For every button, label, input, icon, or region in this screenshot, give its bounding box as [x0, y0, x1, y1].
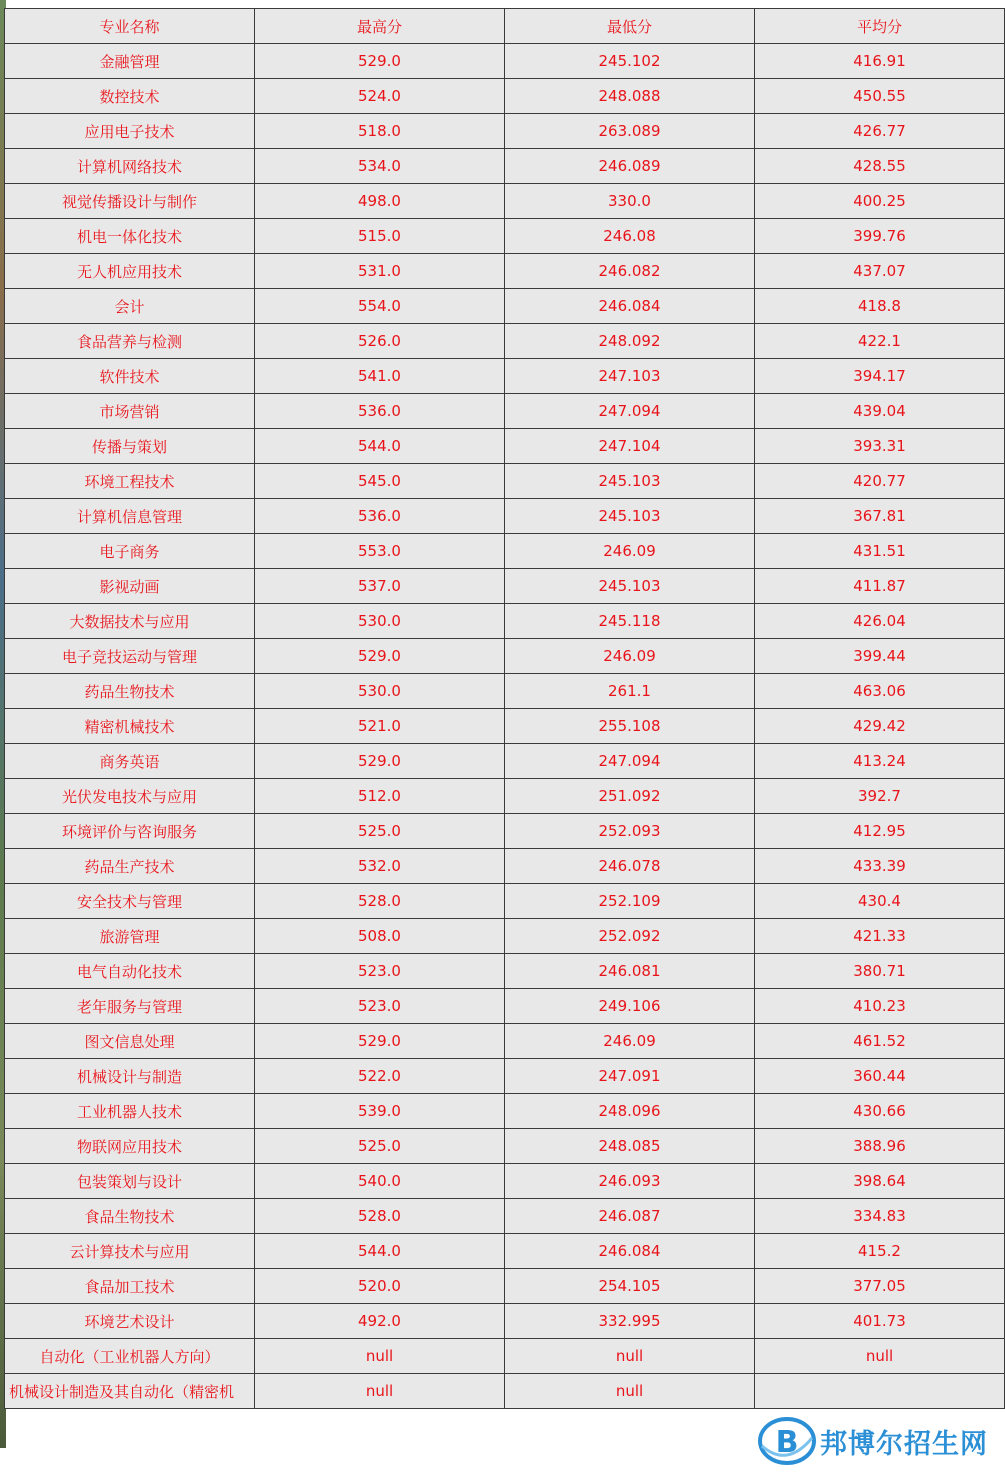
max-score-cell: null: [255, 1374, 505, 1409]
min-score-cell: 246.08: [505, 219, 755, 254]
max-score-cell: 553.0: [255, 534, 505, 569]
max-score-cell: 541.0: [255, 359, 505, 394]
table-row: [5, 1339, 1005, 1374]
avg-score-cell: 360.44: [755, 1059, 1005, 1094]
major-name-cell: 机电一体化技术: [5, 219, 255, 254]
table-row: [5, 499, 1005, 534]
min-score-cell: 245.103: [505, 569, 755, 604]
avg-score-cell: 463.06: [755, 674, 1005, 709]
major-name-cell: 应用电子技术: [5, 114, 255, 149]
table-row: [5, 1304, 1005, 1339]
min-score-cell: 252.092: [505, 919, 755, 954]
major-name-cell: 计算机信息管理: [5, 499, 255, 534]
table-row: [5, 254, 1005, 289]
min-score-cell: 247.104: [505, 429, 755, 464]
table-row: [5, 709, 1005, 744]
max-score-cell: 537.0: [255, 569, 505, 604]
avg-score-cell: 377.05: [755, 1269, 1005, 1304]
major-name-cell: 机械设计与制造: [5, 1059, 255, 1094]
major-name-cell: 老年服务与管理: [5, 989, 255, 1024]
table-row: [5, 1164, 1005, 1199]
major-name-cell: 精密机械技术: [5, 709, 255, 744]
table-row: [5, 884, 1005, 919]
min-score-cell: null: [505, 1374, 755, 1409]
table-row: [5, 394, 1005, 429]
avg-score-cell: null: [755, 1339, 1005, 1374]
min-score-cell: 252.109: [505, 884, 755, 919]
major-name-cell: 包装策划与设计: [5, 1164, 255, 1199]
table-row: [5, 1094, 1005, 1129]
avg-score-cell: 388.96: [755, 1129, 1005, 1164]
max-score-cell: 529.0: [255, 744, 505, 779]
major-name-cell: 食品加工技术: [5, 1269, 255, 1304]
table-row: [5, 1234, 1005, 1269]
table-row: [5, 849, 1005, 884]
table-row: [5, 324, 1005, 359]
major-name-cell: 光伏发电技术与应用: [5, 779, 255, 814]
max-score-cell: 540.0: [255, 1164, 505, 1199]
major-name-cell: 工业机器人技术: [5, 1094, 255, 1129]
min-score-cell: 246.084: [505, 289, 755, 324]
table-row: [5, 359, 1005, 394]
min-score-cell: 246.084: [505, 1234, 755, 1269]
table-row: [5, 534, 1005, 569]
min-score-cell: 248.085: [505, 1129, 755, 1164]
major-name-cell: 软件技术: [5, 359, 255, 394]
avg-score-cell: 437.07: [755, 254, 1005, 289]
min-score-cell: 246.09: [505, 1024, 755, 1059]
min-score-cell: 246.078: [505, 849, 755, 884]
max-score-cell: 544.0: [255, 429, 505, 464]
avg-score-cell: 412.95: [755, 814, 1005, 849]
major-name-cell: 传播与策划: [5, 429, 255, 464]
min-score-cell: 247.094: [505, 394, 755, 429]
max-score-cell: 498.0: [255, 184, 505, 219]
avg-score-cell: 393.31: [755, 429, 1005, 464]
min-score-cell: 261.1: [505, 674, 755, 709]
table-row: [5, 149, 1005, 184]
min-score-cell: 245.103: [505, 499, 755, 534]
max-score-cell: 531.0: [255, 254, 505, 289]
max-score-cell: 528.0: [255, 1199, 505, 1234]
table-row: [5, 219, 1005, 254]
min-score-cell: 245.103: [505, 464, 755, 499]
max-score-cell: 532.0: [255, 849, 505, 884]
max-score-cell: 539.0: [255, 1094, 505, 1129]
avg-score-cell: 399.76: [755, 219, 1005, 254]
avg-score-cell: 380.71: [755, 954, 1005, 989]
major-name-cell: 无人机应用技术: [5, 254, 255, 289]
max-score-cell: 529.0: [255, 44, 505, 79]
min-score-cell: null: [505, 1339, 755, 1374]
max-score-cell: 529.0: [255, 1024, 505, 1059]
table-row: [5, 79, 1005, 114]
major-name-cell: 图文信息处理: [5, 1024, 255, 1059]
table-row: [5, 1129, 1005, 1164]
major-name-cell: 市场营销: [5, 394, 255, 429]
avg-score-cell: 418.8: [755, 289, 1005, 324]
min-score-cell: 252.093: [505, 814, 755, 849]
major-name-cell: 自动化（工业机器人方向）: [5, 1339, 255, 1374]
max-score-cell: 524.0: [255, 79, 505, 114]
table-row: [5, 429, 1005, 464]
max-score-cell: 529.0: [255, 639, 505, 674]
max-score-cell: 536.0: [255, 499, 505, 534]
min-score-cell: 330.0: [505, 184, 755, 219]
avg-score-cell: 401.73: [755, 1304, 1005, 1339]
avg-score-cell: 431.51: [755, 534, 1005, 569]
header-min-score: 最低分: [505, 9, 755, 44]
table-row: [5, 919, 1005, 954]
min-score-cell: 246.087: [505, 1199, 755, 1234]
avg-score-cell: 421.33: [755, 919, 1005, 954]
max-score-cell: 508.0: [255, 919, 505, 954]
table-row: [5, 674, 1005, 709]
table-body: [5, 44, 1005, 1409]
site-watermark: [752, 1412, 1004, 1470]
score-table: [4, 8, 1005, 1409]
major-name-cell: 机械设计制造及其自动化（精密机: [5, 1374, 255, 1409]
major-name-cell: 食品生物技术: [5, 1199, 255, 1234]
avg-score-cell: 392.7: [755, 779, 1005, 814]
table-header-row: [5, 9, 1005, 44]
table-row: [5, 184, 1005, 219]
major-name-cell: 电子竞技运动与管理: [5, 639, 255, 674]
table-row: [5, 779, 1005, 814]
max-score-cell: 525.0: [255, 814, 505, 849]
min-score-cell: 247.091: [505, 1059, 755, 1094]
max-score-cell: 512.0: [255, 779, 505, 814]
max-score-cell: 530.0: [255, 604, 505, 639]
avg-score-cell: 334.83: [755, 1199, 1005, 1234]
max-score-cell: null: [255, 1339, 505, 1374]
max-score-cell: 545.0: [255, 464, 505, 499]
major-name-cell: 安全技术与管理: [5, 884, 255, 919]
max-score-cell: 520.0: [255, 1269, 505, 1304]
avg-score-cell: 399.44: [755, 639, 1005, 674]
table-row: [5, 814, 1005, 849]
avg-score-cell: 411.87: [755, 569, 1005, 604]
max-score-cell: 554.0: [255, 289, 505, 324]
max-score-cell: 536.0: [255, 394, 505, 429]
avg-score-cell: 416.91: [755, 44, 1005, 79]
table-row: [5, 1024, 1005, 1059]
avg-score-cell: 394.17: [755, 359, 1005, 394]
max-score-cell: 518.0: [255, 114, 505, 149]
max-score-cell: 530.0: [255, 674, 505, 709]
min-score-cell: 249.106: [505, 989, 755, 1024]
avg-score-cell: 450.55: [755, 79, 1005, 114]
major-name-cell: 计算机网络技术: [5, 149, 255, 184]
major-name-cell: 金融管理: [5, 44, 255, 79]
avg-score-cell: 413.24: [755, 744, 1005, 779]
max-score-cell: 525.0: [255, 1129, 505, 1164]
max-score-cell: 521.0: [255, 709, 505, 744]
major-name-cell: 环境艺术设计: [5, 1304, 255, 1339]
major-name-cell: 视觉传播设计与制作: [5, 184, 255, 219]
header-max-score: 最高分: [255, 9, 505, 44]
min-score-cell: 245.118: [505, 604, 755, 639]
major-name-cell: 旅游管理: [5, 919, 255, 954]
avg-score-cell: [755, 1374, 1005, 1409]
avg-score-cell: 400.25: [755, 184, 1005, 219]
major-name-cell: 影视动画: [5, 569, 255, 604]
min-score-cell: 254.105: [505, 1269, 755, 1304]
min-score-cell: 246.089: [505, 149, 755, 184]
avg-score-cell: 461.52: [755, 1024, 1005, 1059]
max-score-cell: 492.0: [255, 1304, 505, 1339]
brand-logo-letter: B: [775, 1425, 799, 1460]
min-score-cell: 248.092: [505, 324, 755, 359]
max-score-cell: 544.0: [255, 1234, 505, 1269]
major-name-cell: 环境工程技术: [5, 464, 255, 499]
min-score-cell: 246.082: [505, 254, 755, 289]
brand-logo-icon: [758, 1416, 816, 1466]
avg-score-cell: 398.64: [755, 1164, 1005, 1199]
max-score-cell: 523.0: [255, 954, 505, 989]
avg-score-cell: 420.77: [755, 464, 1005, 499]
min-score-cell: 263.089: [505, 114, 755, 149]
major-name-cell: 大数据技术与应用: [5, 604, 255, 639]
table-row: [5, 989, 1005, 1024]
table-row: [5, 639, 1005, 674]
table-row: [5, 1269, 1005, 1304]
max-score-cell: 528.0: [255, 884, 505, 919]
max-score-cell: 515.0: [255, 219, 505, 254]
table-row: [5, 744, 1005, 779]
max-score-cell: 526.0: [255, 324, 505, 359]
major-name-cell: 云计算技术与应用: [5, 1234, 255, 1269]
avg-score-cell: 429.42: [755, 709, 1005, 744]
major-name-cell: 数控技术: [5, 79, 255, 114]
table-row: [5, 954, 1005, 989]
avg-score-cell: 426.04: [755, 604, 1005, 639]
min-score-cell: 248.096: [505, 1094, 755, 1129]
footer-strip: [0, 1470, 1005, 1483]
min-score-cell: 246.09: [505, 639, 755, 674]
min-score-cell: 246.081: [505, 954, 755, 989]
table-row: [5, 114, 1005, 149]
table-row: [5, 569, 1005, 604]
major-name-cell: 会计: [5, 289, 255, 324]
major-name-cell: 环境评价与咨询服务: [5, 814, 255, 849]
avg-score-cell: 433.39: [755, 849, 1005, 884]
min-score-cell: 247.094: [505, 744, 755, 779]
watermark-text: 邦博尔招生网: [820, 1428, 988, 1460]
table-row: [5, 464, 1005, 499]
avg-score-cell: 410.23: [755, 989, 1005, 1024]
table-row: [5, 1374, 1005, 1409]
major-name-cell: 食品营养与检测: [5, 324, 255, 359]
min-score-cell: 246.09: [505, 534, 755, 569]
major-name-cell: 药品生产技术: [5, 849, 255, 884]
table-row: [5, 44, 1005, 79]
min-score-cell: 332.995: [505, 1304, 755, 1339]
table-row: [5, 604, 1005, 639]
avg-score-cell: 439.04: [755, 394, 1005, 429]
min-score-cell: 246.093: [505, 1164, 755, 1199]
avg-score-cell: 422.1: [755, 324, 1005, 359]
max-score-cell: 523.0: [255, 989, 505, 1024]
max-score-cell: 522.0: [255, 1059, 505, 1094]
avg-score-cell: 428.55: [755, 149, 1005, 184]
avg-score-cell: 426.77: [755, 114, 1005, 149]
header-major-name: 专业名称: [5, 9, 255, 44]
min-score-cell: 255.108: [505, 709, 755, 744]
header-avg-score: 平均分: [755, 9, 1005, 44]
major-name-cell: 药品生物技术: [5, 674, 255, 709]
major-name-cell: 商务英语: [5, 744, 255, 779]
max-score-cell: 534.0: [255, 149, 505, 184]
min-score-cell: 248.088: [505, 79, 755, 114]
table-row: [5, 1059, 1005, 1094]
major-name-cell: 电子商务: [5, 534, 255, 569]
min-score-cell: 247.103: [505, 359, 755, 394]
table-row: [5, 1199, 1005, 1234]
major-name-cell: 物联网应用技术: [5, 1129, 255, 1164]
avg-score-cell: 430.4: [755, 884, 1005, 919]
table-row: [5, 289, 1005, 324]
avg-score-cell: 415.2: [755, 1234, 1005, 1269]
min-score-cell: 251.092: [505, 779, 755, 814]
major-name-cell: 电气自动化技术: [5, 954, 255, 989]
avg-score-cell: 367.81: [755, 499, 1005, 534]
avg-score-cell: 430.66: [755, 1094, 1005, 1129]
min-score-cell: 245.102: [505, 44, 755, 79]
